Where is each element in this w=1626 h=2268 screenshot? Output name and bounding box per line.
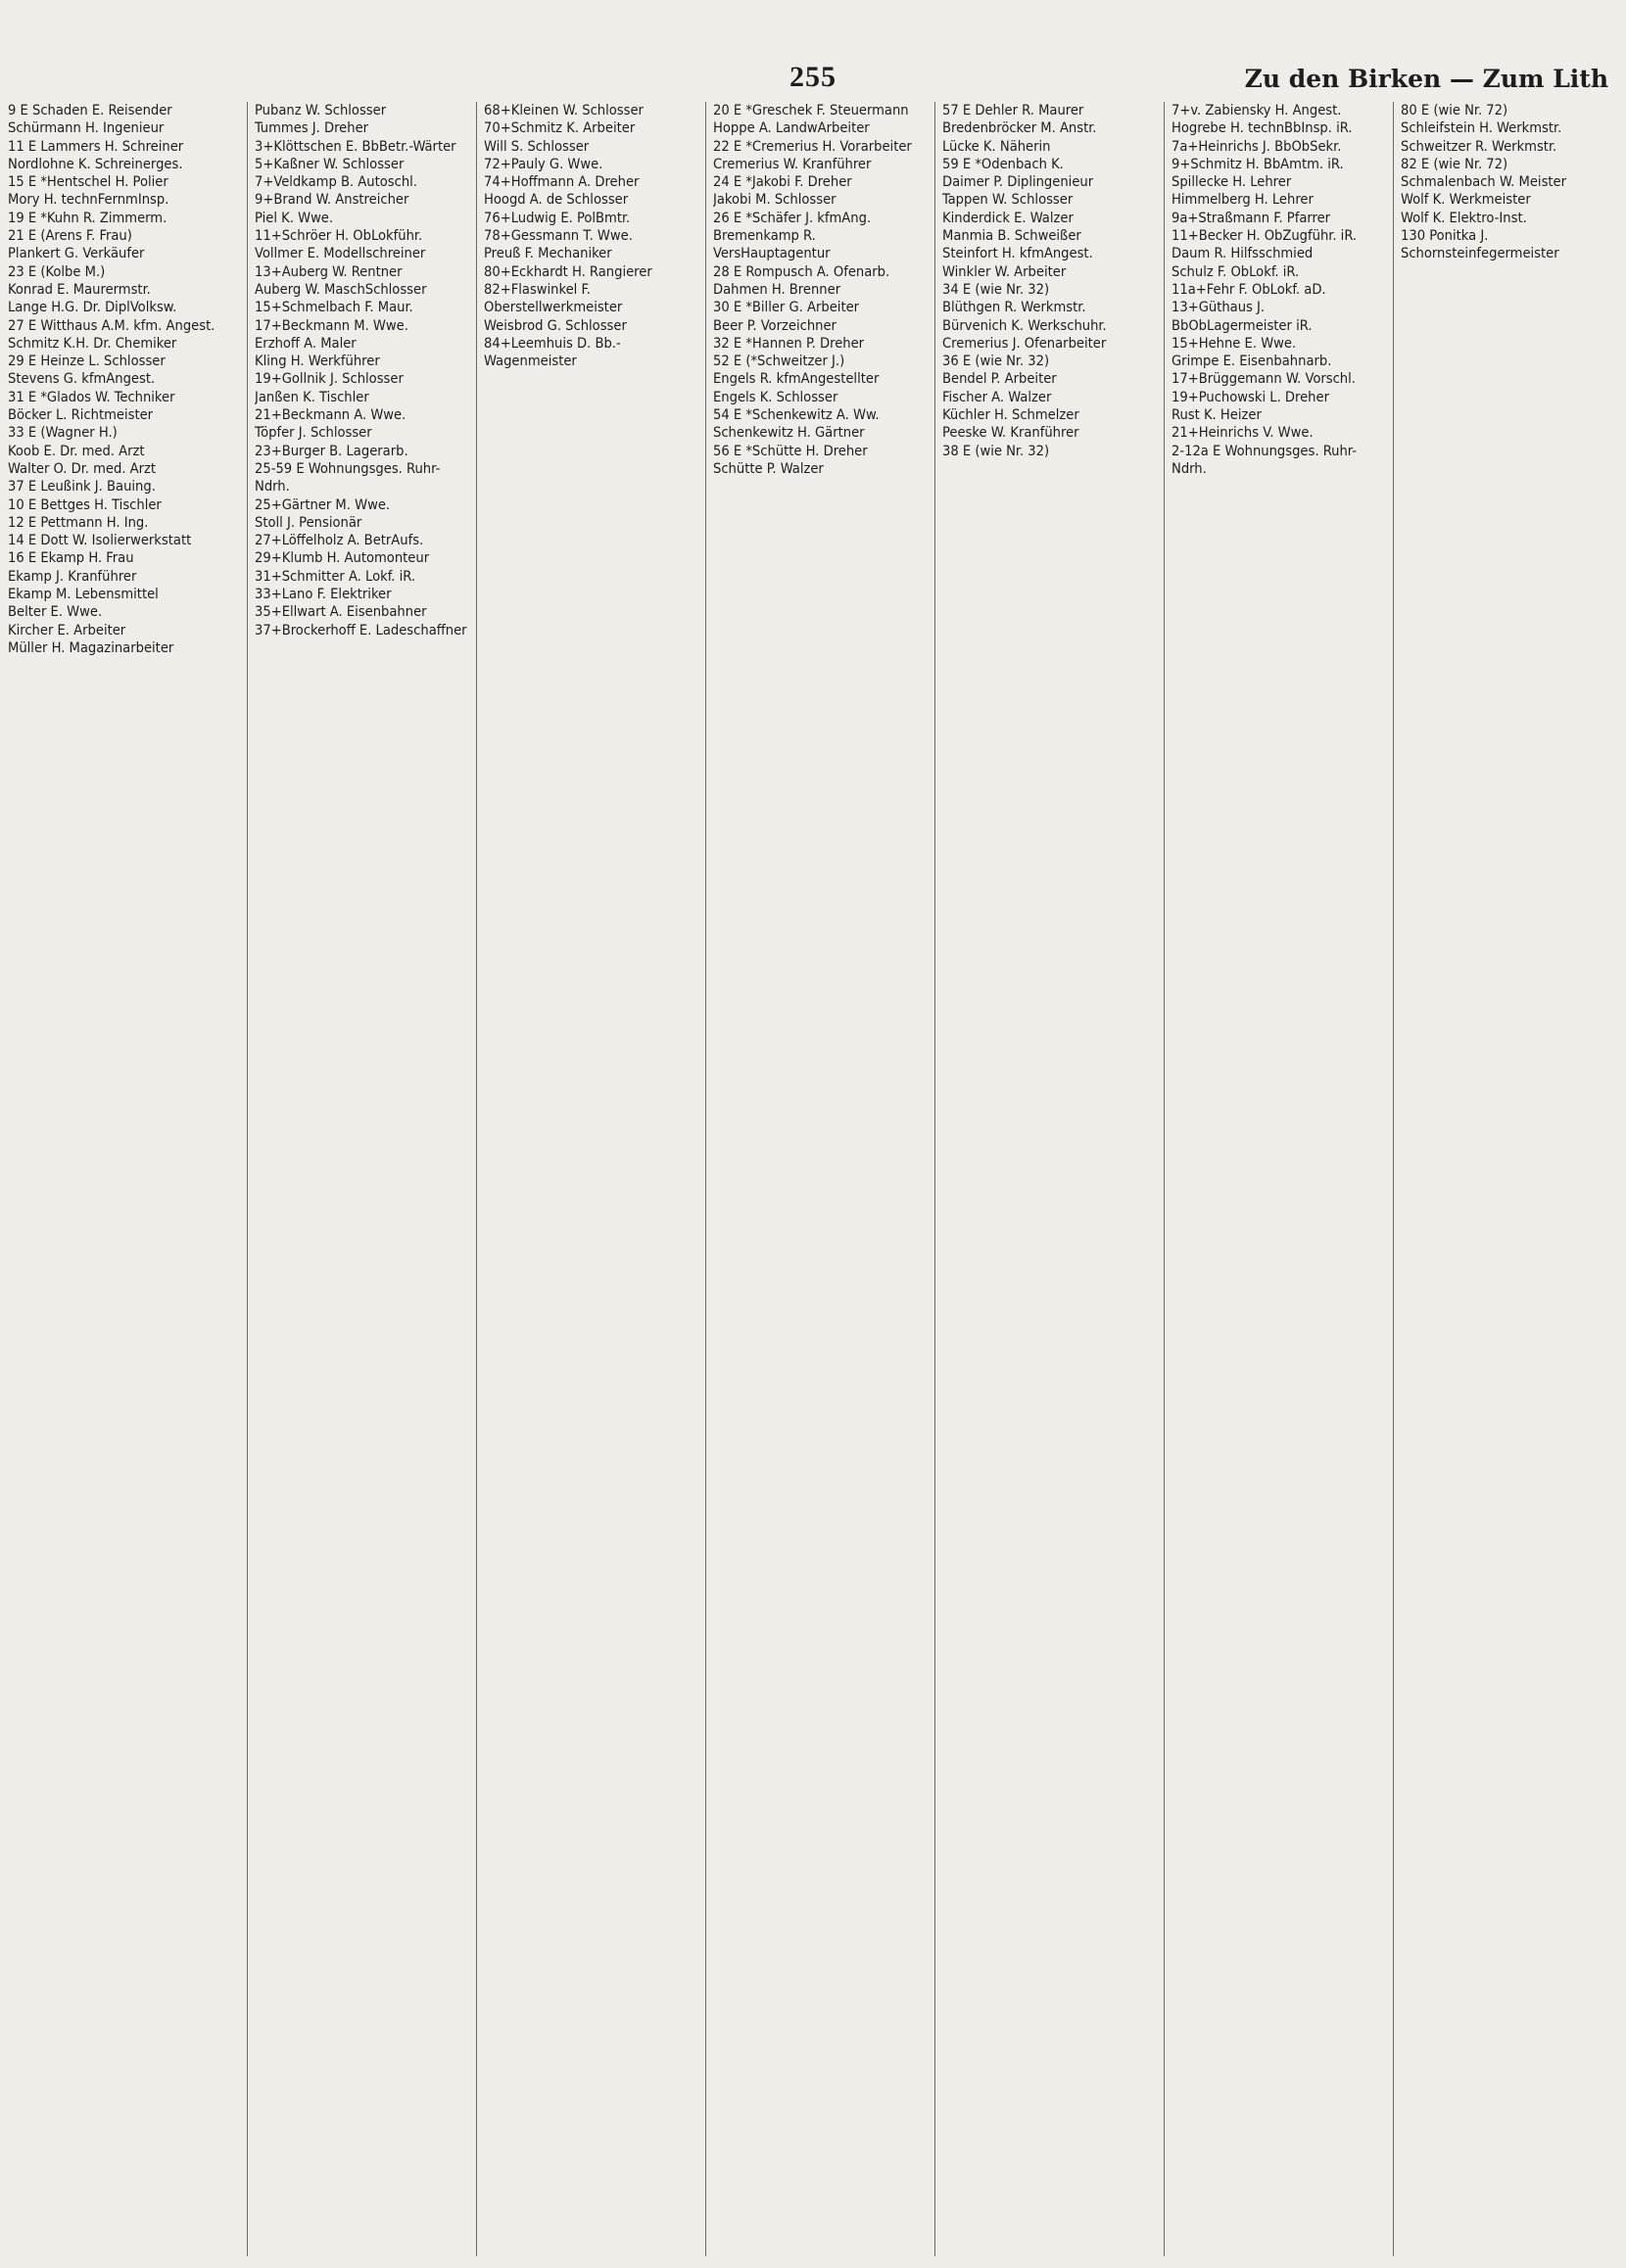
page-number: 255 (789, 61, 837, 93)
directory-column-text: 7+v. Zabiensky H. Angest. Hogrebe H. technBbInsp. iR. 7a+Heinrichs J. BbObSekr. 9+Schmitz H. BbAmtm. iR. Spillecke H. Lehrer Himmelberg H. Lehrer 9a+Straßmann F. Pfarrer 11+Becker H. ObZugführ. iR. Daum R. Hilfsschmied Schulz F. ObLokf. iR. 11a+Fehr F. ObLokf. aD. 13+Güthaus J. BbObLagermeister iR. 15+Hehne E. Wwe. Grimpe E. Eisenbahnarb. 17+Brüggemann W. Vorschl. 19+Puchowski L. Dreher Rust K. Heizer 21+Heinrichs V. Wwe. 2-12a E Wohnungsges. Ruhr-Ndrh. (1172, 102, 1358, 477)
column-divider (1164, 102, 1165, 2256)
directory-column-text: Pubanz W. Schlosser Tummes J. Dreher 3+Klöttschen E. BbBetr.-Wärter 5+Kaßner W. Schlosser 7+Veldkamp B. Autoschl. 9+Brand W. Anstreicher Piel K. Wwe. 11+Schröer H. ObLokführ. Vollmer E. Modellschreiner 13+Auberg W. Rentner Auberg W. MaschSchlosser 15+Schmelbach F. Maur. 17+Beckmann M. Wwe. Erzhoff A. Maler Kling H. Werkführer 19+Gollnik J. Schlosser Janßen K. Tischler 21+Beckmann A. Wwe. Töpfer J. Schlosser 23+Burger B. Lagerarb. 25-59 E Wohnungsges. Ruhr-Ndrh. 25+Gärtner M. Wwe. Stoll J. Pensionär 27+Löffelholz A. BetrAufs. 29+Klumb H. Automonteur 31+Schmitter A. Lokf. iR. 33+Lano F. Elektriker 35+Ellwart A. Eisenbahner 37+Brockerhoff E. Ladeschaffner (255, 102, 467, 638)
directory-column-6 (1172, 102, 1387, 2256)
directory-column-1 (8, 102, 239, 2256)
directory-column-4 (713, 102, 929, 2256)
column-divider (1393, 102, 1394, 2256)
directory-column-text: 68+Kleinen W. Schlosser 70+Schmitz K. Arbeiter Will S. Schlosser 72+Pauly G. Wwe. 74+Hoffmann A. Dreher Hoogd A. de Schlosser 76+Ludwig E. PolBmtr. 78+Gessmann T. Wwe. Preuß F. Mechaniker 80+Eckhardt H. Rangierer 82+Flaswinkel F. Oberstellwerkmeister Weisbrod G. Schlosser 84+Leemhuis D. Bb.-Wagenmeister (484, 102, 652, 370)
directory-column-2 (255, 102, 470, 2256)
page-header (0, 0, 1626, 93)
directory-column-3 (484, 102, 699, 2256)
directory-column-7 (1401, 102, 1618, 2256)
column-divider (247, 102, 248, 2256)
directory-column-text: 9 E Schaden E. Reisender Schürmann H. Ingenieur 11 E Lammers H. Schreiner Nordlohne K. Schreinerges. 15 E *Hentschel H. Polier Mory H. technFernmInsp. 19 E *Kuhn R. Zimmerm. 21 E (Arens F. Frau) Plankert G. Verkäufer 23 E (Kolbe M.) Konrad E. Maurermstr. Lange H.G. Dr. DiplVolksw. 27 E Witthaus A.M. kfm. Angest. Schmitz K.H. Dr. Chemiker 29 E Heinze L. Schlosser Stevens G. kfmAngest. 31 E *Glados W. Techniker Böcker L. Richtmeister 33 E (Wagner H.) Koob E. Dr. med. Arzt Walter O. Dr. med. Arzt 37 E Leußink J. Bauing. 10 E Bettges H. Tischler 12 E Pettmann H. Ing. 14 E Dott W. Isolierwerkstatt 16 E Ekamp H. Frau Ekamp J. Kranführer Ekamp M. Lebensmittel Belter E. Wwe. Kircher E. Arbeiter Müller H. Magazinarbeiter (8, 102, 215, 656)
running-title: Zu den Birken — Zum Lith (1244, 65, 1608, 93)
directory-column-text: 57 E Dehler R. Maurer Bredenbröcker M. Anstr. Lücke K. Näherin 59 E *Odenbach K. Daimer P. Diplingenieur Tappen W. Schlosser Kinderdick E. Walzer Manmia B. Schweißer Steinfort H. kfmAngest. Winkler W. Arbeiter 34 E (wie Nr. 32) Blüthgen R. Werkmstr. Bürvenich K. Werkschuhr. Cremerius J. Ofenarbeiter 36 E (wie Nr. 32) Bendel P. Arbeiter Fischer A. Walzer Küchler H. Schmelzer Peeske W. Kranführer 38 E (wie Nr. 32) (942, 102, 1107, 459)
column-divider (476, 102, 477, 2256)
directory-column-text: 80 E (wie Nr. 72) Schleifstein H. Werkmstr. Schweitzer R. Werkmstr. 82 E (wie Nr. 72) Schmalenbach W. Meister Wolf K. Werkmeister Wolf K. Elektro-Inst. 130 Ponitka J. Schornsteinfegermeister (1401, 102, 1567, 262)
directory-column-text: 20 E *Greschek F. Steuermann Hoppe A. LandwArbeiter 22 E *Cremerius H. Vorarbeiter Cremerius W. Kranführer 24 E *Jakobi F. Dreher Jakobi M. Schlosser 26 E *Schäfer J. kfmAng. Bremenkamp R. VersHauptagentur 28 E Rompusch A. Ofenarb. Dahmen H. Brenner 30 E *Biller G. Arbeiter Beer P. Vorzeichner 32 E *Hannen P. Dreher 52 E (*Schweitzer J.) Engels R. kfmAngestellter Engels K. Schlosser 54 E *Schenkewitz A. Ww. Schenkewitz H. Gärtner 56 E *Schütte H. Dreher Schütte P. Walzer (713, 102, 912, 477)
column-divider (705, 102, 706, 2256)
column-divider (934, 102, 935, 2256)
directory-column-5 (942, 102, 1158, 2256)
